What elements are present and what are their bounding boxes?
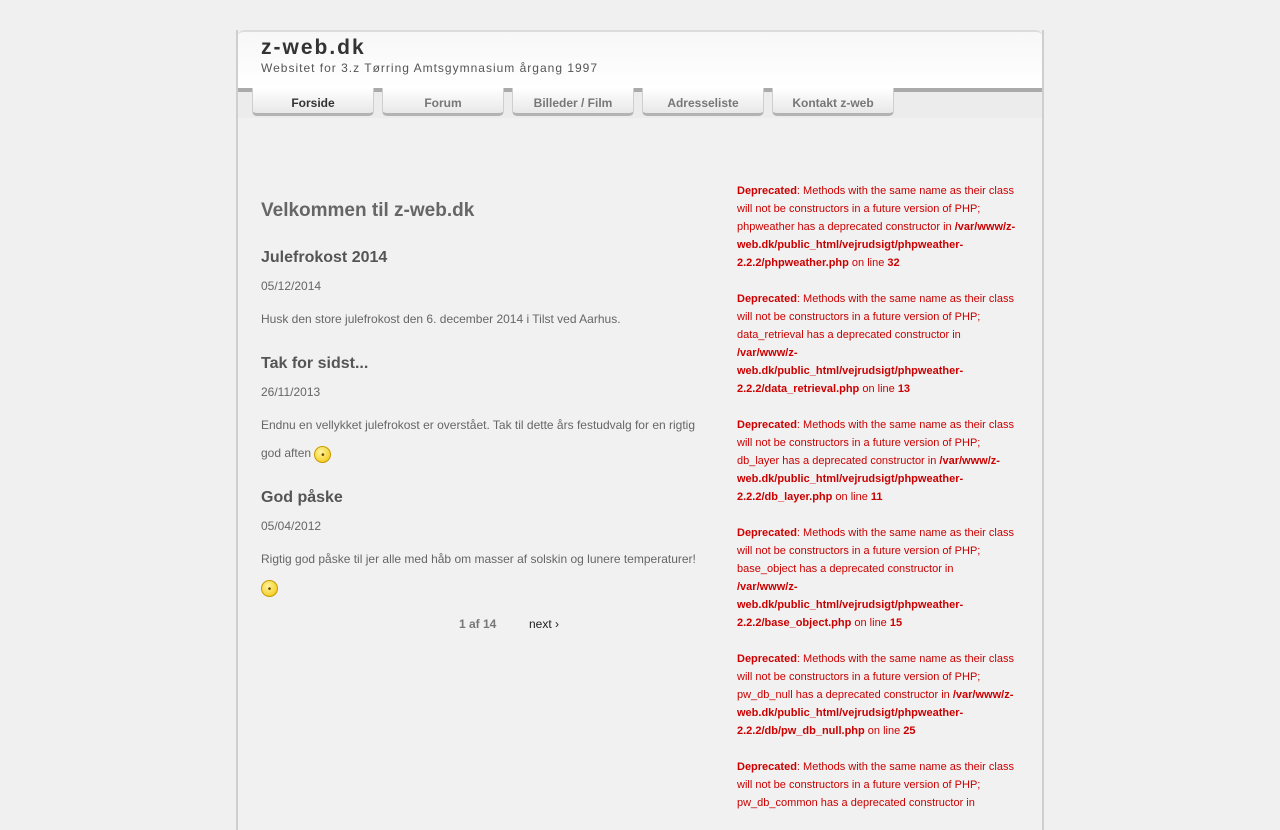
php-deprecation-notice xyxy=(737,650,1017,740)
post-body xyxy=(261,305,701,333)
error-path: /var/www/z-web.dk/public_html/vejrudsigt/phpweather-2.2.2/data_retrieval.php xyxy=(737,347,964,395)
error-online: on line xyxy=(864,725,904,737)
sidebar-php-errors xyxy=(737,182,1017,830)
error-line: 32 xyxy=(887,257,900,269)
error-message: : Methods with the same name as their class will not be constructors in a future version of PHP; data_retrieval has a deprecated constructor in xyxy=(737,293,1014,341)
site-subtitle: Websitet for 3.z Tørring Amtsgymnasium årgang 1997 xyxy=(261,61,599,75)
tab-forside[interactable]: Forside xyxy=(252,88,374,116)
pagination xyxy=(261,617,701,633)
post-title: Julefrokost 2014 xyxy=(261,249,388,266)
post-body xyxy=(261,411,701,467)
php-deprecation-notice xyxy=(737,758,1017,812)
error-line: 13 xyxy=(897,383,911,395)
error-online: on line xyxy=(848,257,888,269)
post-body xyxy=(261,545,701,601)
tongue-smiley-icon: • xyxy=(261,580,278,597)
tab-forum[interactable]: Forum xyxy=(382,88,504,116)
news-post xyxy=(261,489,701,601)
next-page-link[interactable]: next › xyxy=(529,617,560,631)
error-label: Deprecated xyxy=(737,761,797,773)
tab-adresseliste[interactable]: Adresseliste xyxy=(642,88,764,116)
error-label: Deprecated xyxy=(737,293,797,305)
error-path: /var/www/z-web.dk/public_html/vejrudsigt/phpweather-2.2.2/db_layer.php xyxy=(737,455,1000,503)
post-date: 26/11/2013 xyxy=(261,385,321,399)
content-area xyxy=(238,118,1042,830)
main-column xyxy=(261,200,701,633)
error-line: 25 xyxy=(903,725,916,737)
error-label: Deprecated xyxy=(737,419,797,431)
news-post xyxy=(261,249,701,333)
site-title[interactable]: z-web.dk xyxy=(261,36,366,59)
error-path: /var/www/z-web.dk/public_html/vejrudsigt/phpweather-2.2.2/phpweather.php xyxy=(737,221,1016,269)
error-online: on line xyxy=(851,617,890,629)
wink-smiley-icon: • xyxy=(314,446,331,463)
post-title: Tak for sidst... xyxy=(261,355,369,372)
php-deprecation-notice xyxy=(737,182,1017,272)
error-message: : Methods with the same name as their class will not be constructors in a future version of PHP; pw_db_null has a deprecated constructor in xyxy=(737,653,1014,701)
tab-kontakt[interactable]: Kontakt z-web xyxy=(772,88,894,116)
error-path: /var/www/z-web.dk/public_html/vejrudsigt/phpweather-2.2.2/db/pw_db_null.php xyxy=(737,689,1014,737)
post-title: God påske xyxy=(261,489,343,506)
post-text: Endnu en vellykket julefrokost er overstået. Tak til dette års festudvalg for en rigtig god aften xyxy=(261,418,696,460)
error-path: /var/www/z-web.dk/public_html/vejrudsigt/phpweather-2.2.2/base_object.php xyxy=(737,581,964,629)
php-deprecation-notice xyxy=(737,290,1017,398)
error-label: Deprecated xyxy=(737,185,797,197)
php-deprecation-notice xyxy=(737,416,1017,506)
error-label: Deprecated xyxy=(737,527,797,539)
error-message: : Methods with the same name as their class will not be constructors in a future version of PHP; db_layer has a deprecated constructor in xyxy=(737,419,1014,467)
page-count: 1 af 14 xyxy=(459,617,497,631)
page-container xyxy=(236,30,1044,830)
error-line: 15 xyxy=(889,617,903,629)
page-title: Velkommen til z-web.dk xyxy=(261,200,475,221)
post-date: 05/12/2014 xyxy=(261,279,322,293)
error-message: : Methods with the same name as their class will not be constructors in a future version of PHP; phpweather has a deprecated constructor in xyxy=(737,185,1014,233)
error-online: on line xyxy=(859,383,898,395)
site-header xyxy=(238,30,1042,88)
main-navigation xyxy=(238,88,1042,118)
error-message: : Methods with the same name as their class will not be constructors in a future version of PHP; pw_db_common has a deprecated constructor in xyxy=(737,761,1014,809)
error-online: on line xyxy=(832,491,871,503)
php-deprecation-notice xyxy=(737,524,1017,632)
post-text: Husk den store julefrokost den 6. december 2014 i Tilst ved Aarhus. xyxy=(261,312,621,326)
error-message: : Methods with the same name as their class will not be constructors in a future version of PHP; base_object has a deprecated constructor in xyxy=(737,527,1014,575)
error-label: Deprecated xyxy=(737,653,797,665)
error-line: 11 xyxy=(870,491,883,503)
post-date: 05/04/2012 xyxy=(261,519,322,533)
news-post xyxy=(261,355,701,467)
tab-billeder-film[interactable]: Billeder / Film xyxy=(512,88,634,116)
post-text: Rigtig god påske til jer alle med håb om masser af solskin og lunere temperaturer! xyxy=(261,552,696,566)
